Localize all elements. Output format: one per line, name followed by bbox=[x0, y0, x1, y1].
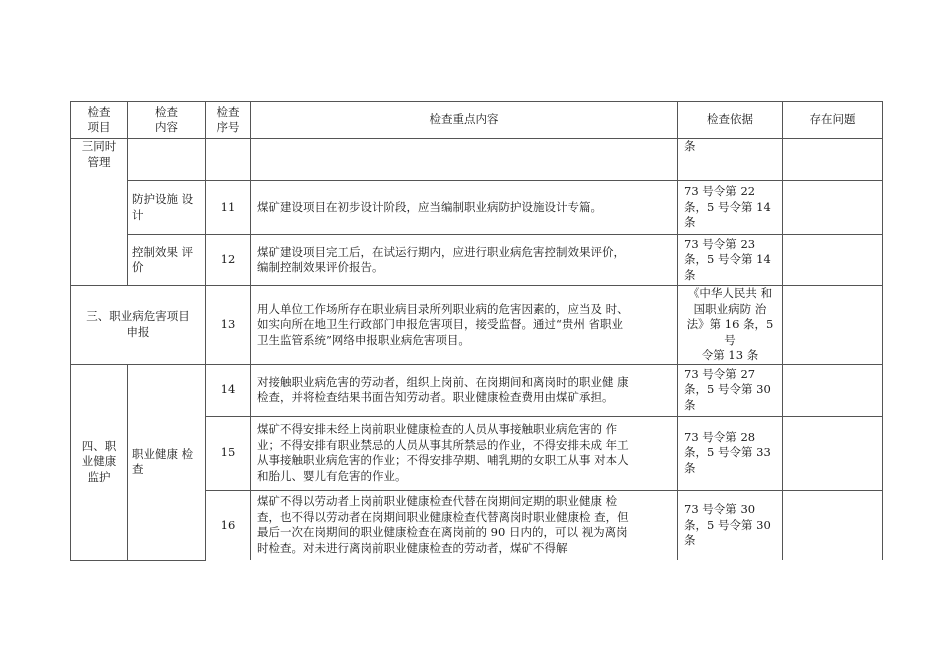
item-cell: 四、职 业健康 监护 bbox=[71, 364, 128, 560]
focus-cell: 煤矿不得以劳动者上岗前职业健康检查代替在岗期间定期的职业健康 检 查，也不得以劳动者在岗期间职业健康检查代替离岗时职业健康检 查，但 最后一次在岗期间的职业健康检查在离岗前的 90 日内的，可以 视为离岗 时检查。对未进行离岗前职业健康检查的劳动者，煤矿不得解 bbox=[251, 490, 678, 560]
issue-cell bbox=[783, 416, 883, 490]
content-cell bbox=[128, 139, 206, 181]
item-cell: 三同时 管理 bbox=[71, 139, 128, 286]
table-row bbox=[71, 139, 883, 181]
focus-cell: 煤矿建设项目完工后，在试运行期内，应进行职业病危害控制效果评价， 编制控制效果评价报告。 bbox=[251, 235, 678, 286]
seq-cell: 16 bbox=[206, 490, 251, 560]
header-issue: 存在问题 bbox=[783, 102, 883, 139]
seq-cell: 15 bbox=[206, 416, 251, 490]
header-focus: 检查重点内容 bbox=[251, 102, 678, 139]
header-basis: 检查依据 bbox=[678, 102, 783, 139]
table-row bbox=[71, 235, 883, 286]
content-cell: 防护设施 设 计 bbox=[128, 181, 206, 235]
header-item: 检查 项目 bbox=[71, 102, 128, 139]
basis-cell: 73 号令第 30 条，5 号令第 30 条 bbox=[678, 490, 783, 560]
seq-cell: 11 bbox=[206, 181, 251, 235]
table-row bbox=[71, 286, 883, 365]
issue-cell bbox=[783, 364, 883, 416]
basis-cell: 《中华人民共 和 国职业病防 治 法》第 16 条，5 号 令第 13 条 bbox=[678, 286, 783, 365]
focus-cell: 煤矿建设项目在初步设计阶段，应当编制职业病防护设施设计专篇。 bbox=[251, 181, 678, 235]
table-row bbox=[71, 364, 883, 416]
focus-cell bbox=[251, 139, 678, 181]
item-cell: 三、职业病危害项目 申报 bbox=[71, 286, 206, 365]
content-cell: 职业健康 检 查 bbox=[128, 364, 206, 560]
table-header-row bbox=[71, 102, 883, 139]
focus-cell: 对接触职业病危害的劳动者，组织上岗前、在岗期间和离岗时的职业健 康 检查，并将检查结果书面告知劳动者。职业健康检查费用由煤矿承担。 bbox=[251, 364, 678, 416]
basis-cell: 73 号令第 22 条，5 号令第 14 条 bbox=[678, 181, 783, 235]
issue-cell bbox=[783, 490, 883, 560]
basis-cell: 73 号令第 28 条，5 号令第 33 条 bbox=[678, 416, 783, 490]
basis-cell: 条 bbox=[678, 139, 783, 181]
focus-cell: 煤矿不得安排未经上岗前职业健康检查的人员从事接触职业病危害的 作 业；不得安排有职业禁忌的人员从事其所禁忌的作业，不得安排未成 年工 从事接触职业病危害的作业；不得安排孕期、哺乳期的女职工从事 对本人 和胎儿、婴儿有危害的作业。 bbox=[251, 416, 678, 490]
inspection-table bbox=[70, 101, 883, 561]
header-seq: 检查 序号 bbox=[206, 102, 251, 139]
seq-cell: 14 bbox=[206, 364, 251, 416]
issue-cell bbox=[783, 235, 883, 286]
issue-cell bbox=[783, 286, 883, 365]
seq-cell: 13 bbox=[206, 286, 251, 365]
header-content: 检查 内容 bbox=[128, 102, 206, 139]
content-cell: 控制效果 评 价 bbox=[128, 235, 206, 286]
seq-cell bbox=[206, 139, 251, 181]
basis-cell: 73 号令第 27 条，5 号令第 30 条 bbox=[678, 364, 783, 416]
basis-cell: 73 号令第 23 条，5 号令第 14 条 bbox=[678, 235, 783, 286]
focus-cell: 用人单位工作场所存在职业病目录所列职业病的危害因素的，应当及 时、 如实向所在地卫生行政部门申报危害项目，接受监督。通过“贵州 省职业 卫生监管系统”网络申报职业病危害项目。 bbox=[251, 286, 678, 365]
table-row bbox=[71, 181, 883, 235]
seq-cell: 12 bbox=[206, 235, 251, 286]
issue-cell bbox=[783, 181, 883, 235]
issue-cell bbox=[783, 139, 883, 181]
